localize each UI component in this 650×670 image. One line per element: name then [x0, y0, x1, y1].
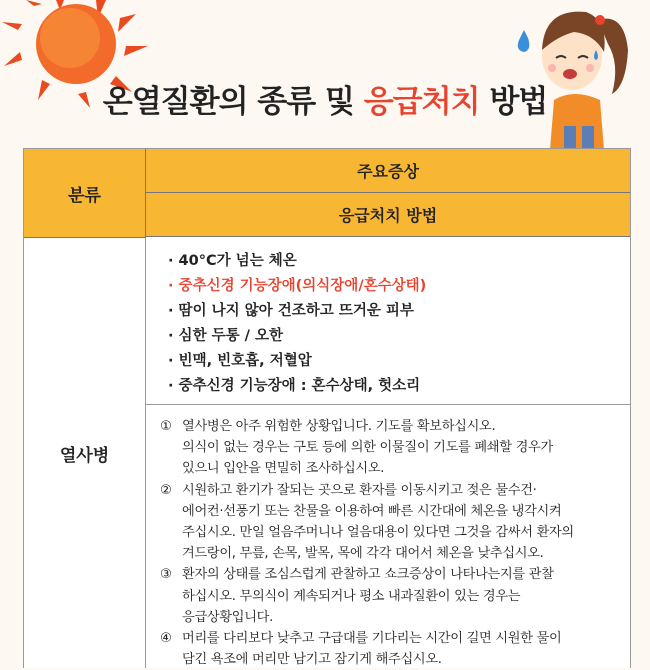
- step-text: 시원하고 환기가 잘되는 곳으로 환자를 이동시키고 젖은 물수건·: [182, 482, 537, 498]
- first-aid-step-line: [160, 458, 630, 479]
- first-aid-step-line: [160, 543, 630, 564]
- step-text: 하십시오. 무의식이 계속되거나 평소 내과질환이 있는 경우는: [182, 588, 521, 604]
- step-text: 열사병은 아주 위험한 상황입니다. 기도를 확보하십시오.: [182, 419, 496, 434]
- header-first-aid: 응급처치 방법: [146, 193, 630, 237]
- sweating-girl-illustration: [502, 0, 642, 150]
- step-text: 있으니 입안을 면밀히 조사하십시오.: [182, 461, 385, 477]
- page-title: 온열질환의 종류 및 응급처치 방법: [102, 84, 548, 120]
- symptom-item: · 빈맥, 빈호흡, 저혈압: [168, 353, 312, 369]
- step-text: 겨드랑이, 무릎, 손목, 발목, 목에 각각 대어서 체온을 낮추십시오.: [182, 546, 544, 562]
- category-cell: 열사병: [24, 238, 146, 668]
- title-highlight: 응급처치: [363, 84, 480, 120]
- first-aid-step-line: [160, 522, 630, 543]
- step-number: ②: [160, 482, 172, 498]
- step-text: 담긴 욕조에 머리만 남기고 잠기게 해주십시오.: [182, 652, 442, 668]
- header-symptoms: 주요증상: [146, 149, 630, 193]
- first-aid-step: [160, 564, 630, 585]
- sweat-drop-icon: [518, 30, 530, 52]
- first-aid-step-line: [160, 607, 630, 628]
- symptom-item: · 심한 두통 / 오한: [168, 328, 284, 344]
- step-number: ①: [160, 419, 172, 434]
- symptom-item: · 중추신경 기능장애(의식장애/혼수상태): [168, 278, 427, 294]
- first-aid-step: [160, 416, 630, 437]
- symptoms-cell: [146, 238, 630, 405]
- first-aid-step-line: [160, 586, 630, 607]
- first-aid-step: [160, 628, 630, 649]
- first-aid-step: [160, 480, 630, 501]
- step-text: 주십시오. 만일 얼음주머니나 얼음대용이 있다면 그것을 감싸서 환자의: [182, 525, 574, 541]
- symptom-item: · 40°C가 넘는 체온: [168, 253, 297, 269]
- first-aid-cell: [146, 406, 630, 668]
- first-aid-step-line: [160, 649, 630, 670]
- first-aid-step-line: [160, 501, 630, 522]
- symptom-item: · 땀이 나지 않아 건조하고 뜨거운 피부: [168, 303, 414, 319]
- step-text: 응급상황입니다.: [182, 609, 273, 625]
- symptom-item: · 중추신경 기능장애 : 혼수상태, 헛소리: [168, 378, 421, 394]
- step-text: 에어컨·선풍기 또는 찬물을 이용하여 빠른 시간대에 체온을 냉각시켜: [182, 503, 562, 519]
- step-text: 머리를 다리보다 낮추고 구급대를 기다리는 시간이 길면 시원한 물이: [182, 631, 562, 647]
- step-text: 환자의 상태를 조심스럽게 관찰하고 쇼크증상이 나타나는지를 관찰: [182, 567, 554, 583]
- heat-illness-table: [23, 148, 631, 668]
- header-category: 분류: [24, 149, 146, 238]
- step-text: 의식이 없는 경우는 구토 등에 의한 이물질이 기도를 폐쇄할 경우가: [182, 440, 553, 456]
- first-aid-step-line: [160, 437, 630, 458]
- step-number: ③: [160, 567, 172, 583]
- step-number: ④: [160, 631, 172, 647]
